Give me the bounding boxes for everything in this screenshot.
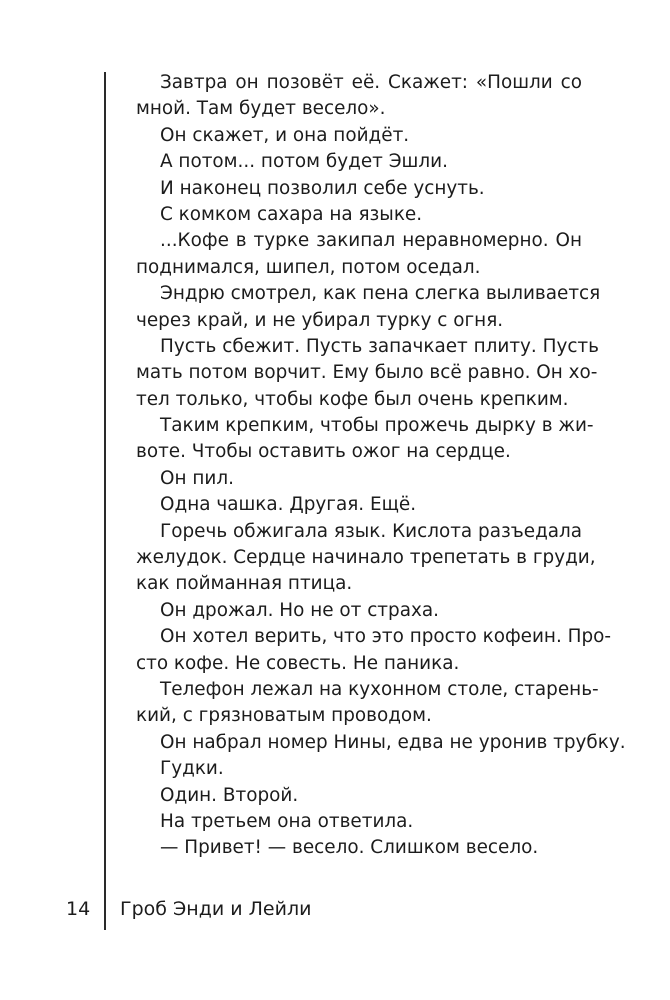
- page-number: 14: [66, 898, 91, 920]
- text-line: мной. Там будет весело».: [136, 98, 386, 120]
- text-line: кий, с грязноватым проводом.: [136, 705, 432, 727]
- text-line: сто кофе. Не совесть. Не паника.: [136, 652, 460, 674]
- body-text: [136, 70, 626, 862]
- text-line: Он дрожал. Но не от страха.: [160, 599, 439, 621]
- text-line: поднимался, шипел, потом оседал.: [136, 256, 481, 278]
- text-line: Пусть сбежит. Пусть запачкает плиту. Пусть: [160, 335, 599, 357]
- margin-rule: [104, 72, 106, 930]
- running-title: Гроб Энди и Лейли: [120, 898, 312, 920]
- text-line: Один. Второй.: [160, 784, 299, 806]
- text-line: Он скажет, и она пойдёт.: [160, 124, 410, 146]
- text-line: Горечь обжигала язык. Кислота разъедала: [160, 520, 583, 542]
- text-line: Эндрю смотрел, как пена слегка выливается: [160, 283, 601, 305]
- text-line: через край, и не убирал турку с огня.: [136, 309, 504, 331]
- text-line: А потом... потом будет Эшли.: [160, 151, 448, 173]
- text-line: Он хотел верить, что это просто кофеин. Про-: [160, 626, 612, 648]
- text-line: желудок. Сердце начинало трепетать в груди,: [136, 547, 596, 569]
- text-line: Он пил.: [160, 467, 234, 489]
- text-line: ...Кофе в турке закипал неравномерно. Он: [160, 230, 582, 252]
- text-line: На третьем она ответила.: [160, 810, 414, 832]
- text-line: Телефон лежал на кухонном столе, старень-: [160, 678, 599, 700]
- text-line: мать потом ворчит. Ему было всё равно. Он хо-: [136, 362, 598, 384]
- text-line: как пойманная птица.: [136, 573, 353, 595]
- text-line: Одна чашка. Другая. Ещё.: [160, 494, 417, 516]
- text-line: — Привет! — весело. Слишком весело.: [160, 837, 539, 859]
- text-line: Завтра он позовёт её. Скажет: «Пошли со: [160, 72, 582, 93]
- text-line: тел только, чтобы кофе был очень крепким.: [136, 388, 569, 410]
- text-line: Он набрал номер Нины, едва не уронив трубку.: [160, 731, 626, 753]
- text-line: Гудки.: [160, 758, 224, 780]
- text-line: воте. Чтобы оставить ожог на сердце.: [136, 441, 511, 463]
- text-line: Таким крепким, чтобы прожечь дырку в жи-: [160, 415, 594, 437]
- text-line: И наконец позволил себе уснуть.: [160, 177, 485, 199]
- text-line: С комком сахара на языке.: [160, 203, 423, 225]
